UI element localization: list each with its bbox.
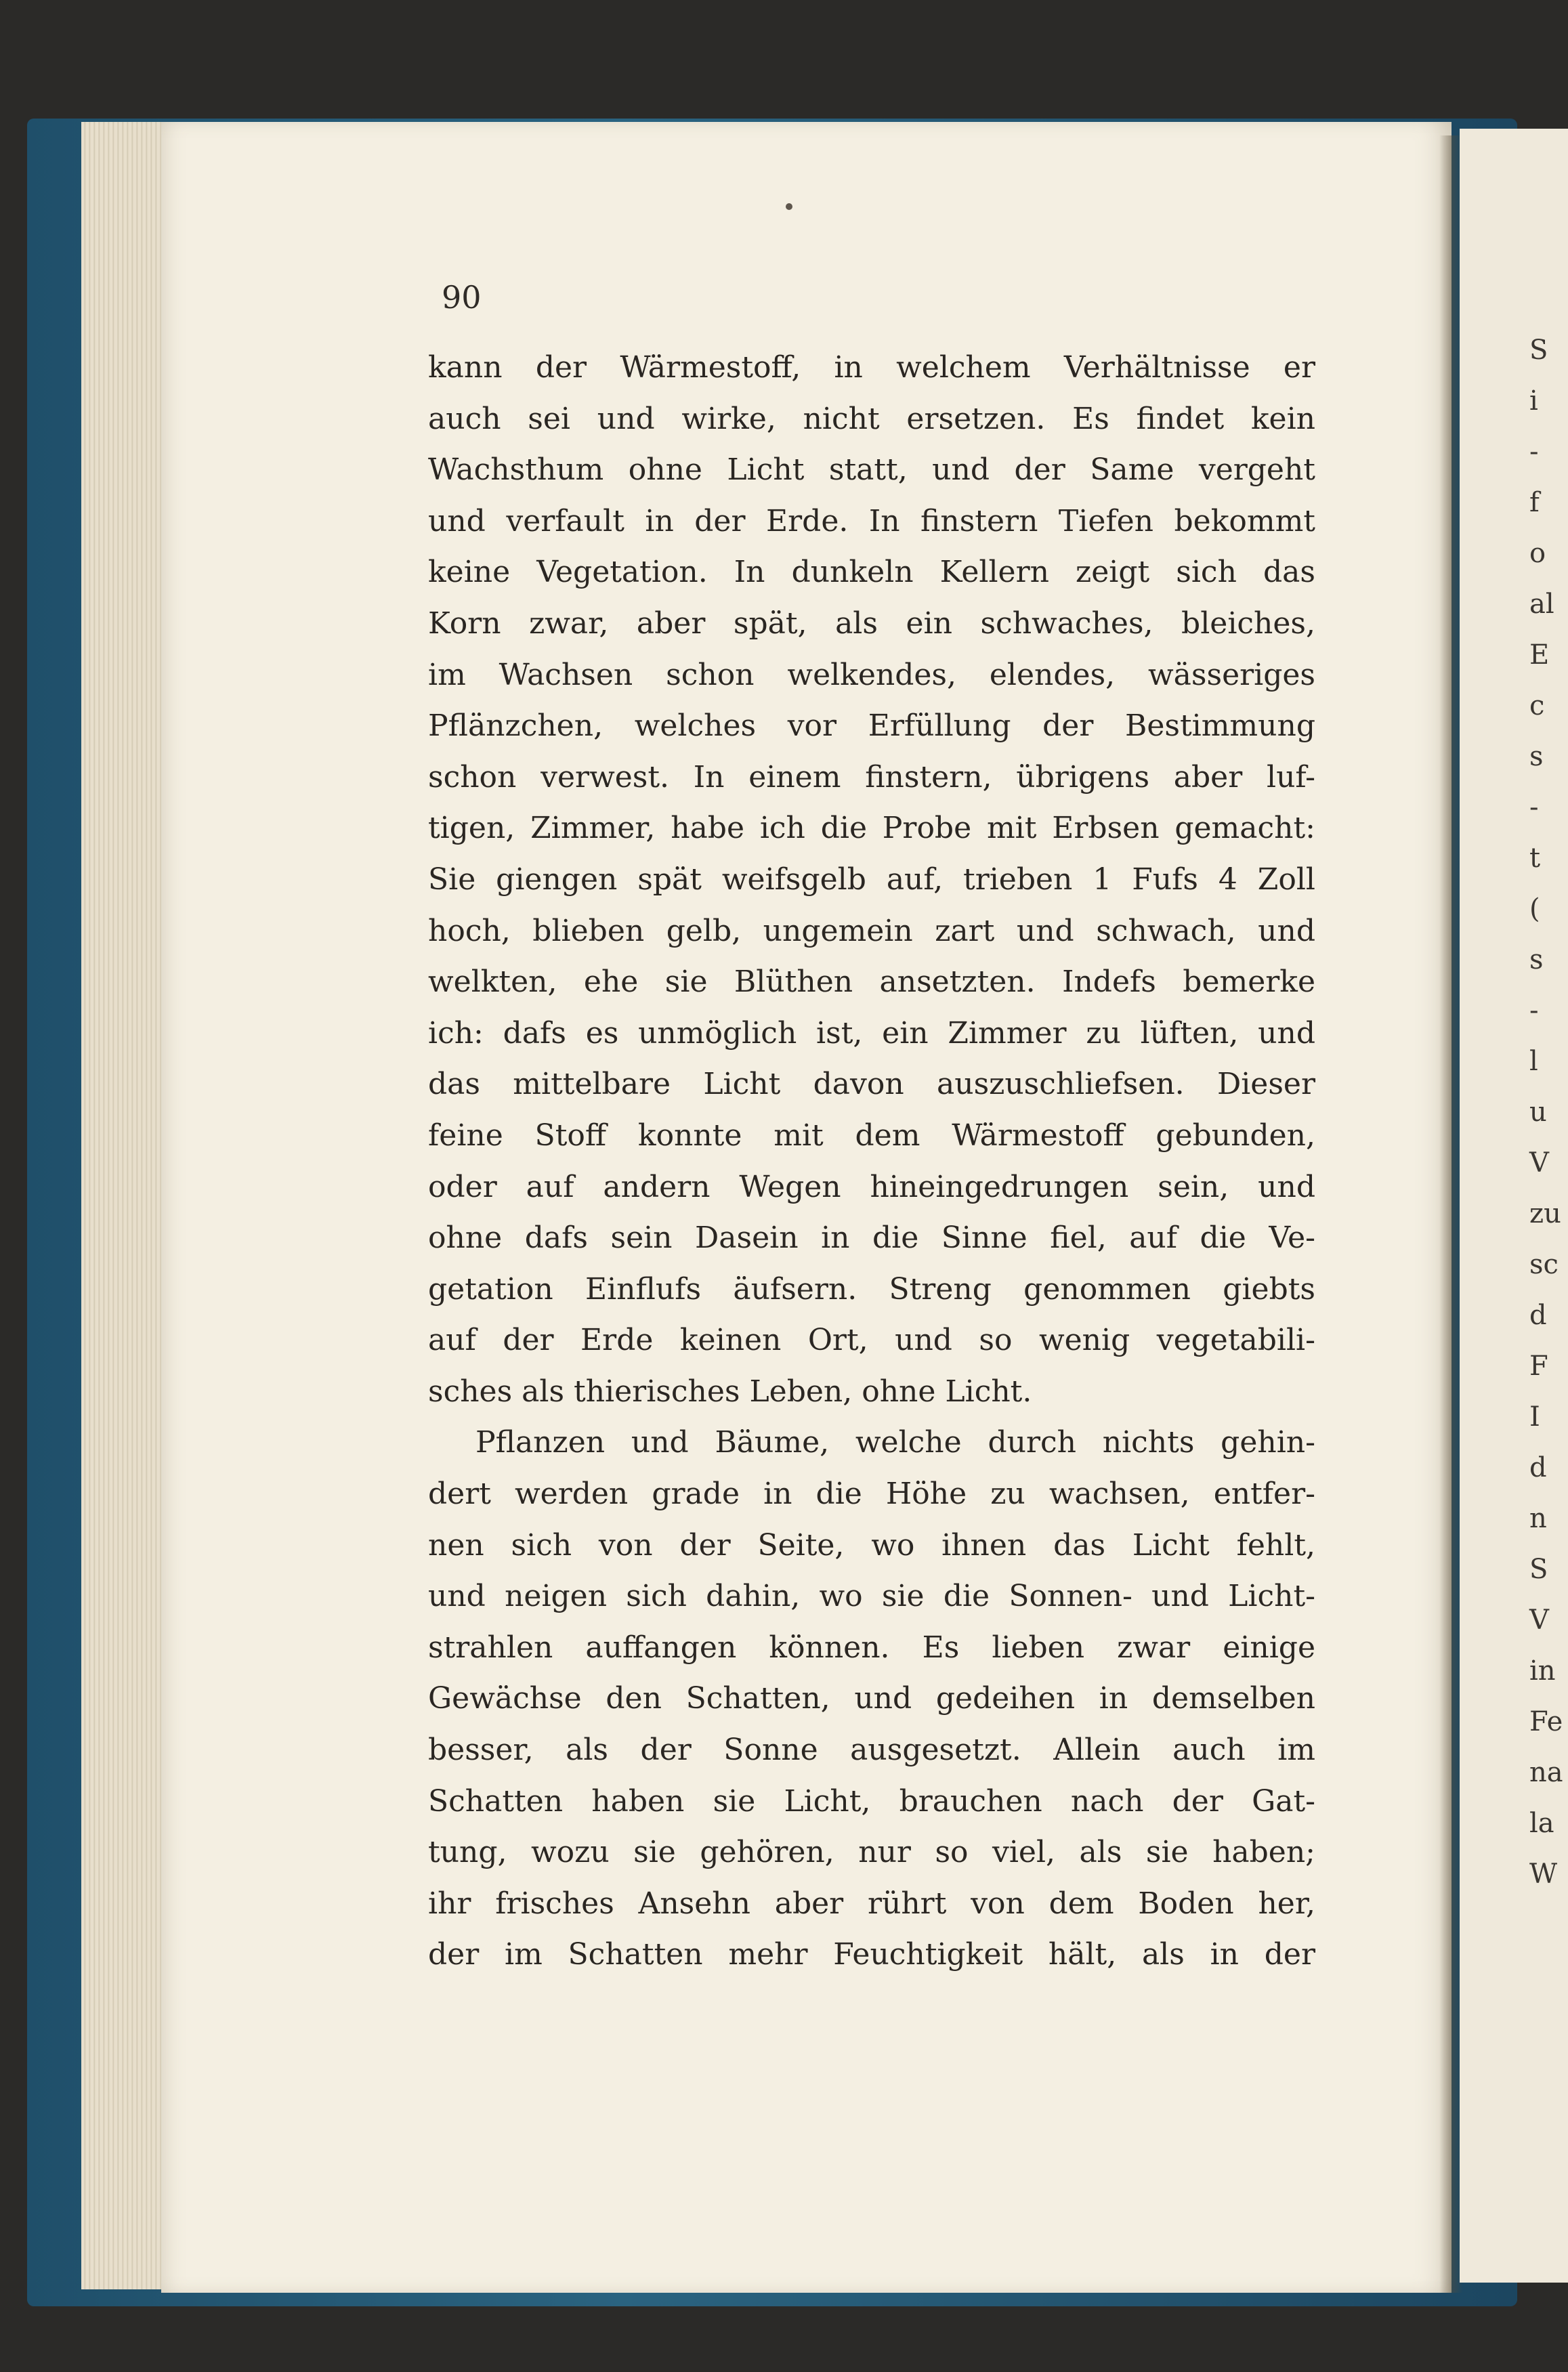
text-line: tigen, Zimmer, habe ich die Probe mit Erbsen gemacht: (428, 811, 1315, 846)
facing-page-fragment: V (1529, 1605, 1549, 1636)
text-line: besser, als der Sonne ausgesetzt. Allein auch im (428, 1733, 1315, 1768)
text-line-paragraph-start: Pflanzen und Bäume, welche durch nichts gehin- (475, 1425, 1315, 1460)
facing-page-fragment: E (1529, 639, 1550, 671)
facing-page-fragment: o (1529, 538, 1546, 569)
facing-page-fragment: zu (1529, 1198, 1561, 1229)
text-line: oder auf andern Wegen hineingedrungen sein, und (428, 1169, 1315, 1204)
page-number: 90 (442, 279, 482, 316)
facing-page-fragment: c (1529, 690, 1545, 721)
text-line: auch sei und wirke, nicht ersetzen. Es findet kein (428, 401, 1315, 436)
facing-page-fragment: ( (1529, 893, 1540, 925)
text-line: welkten, ehe sie Blüthen ansetzten. Indefs bemerke (428, 965, 1315, 1000)
facing-page-fragment: d (1529, 1452, 1547, 1483)
ink-speck (786, 203, 792, 210)
facing-page-fragment: F (1529, 1351, 1548, 1382)
text-line: im Wachsen schon welkendes, elendes, wässeriges (428, 657, 1315, 692)
text-line: Schatten haben sie Licht, brauchen nach der Gat- (428, 1783, 1315, 1819)
text-line: Gewächse den Schatten, und gedeihen in demselben (428, 1681, 1315, 1716)
text-line: ihr frisches Ansehn aber rührt von dem Boden her, (428, 1886, 1315, 1921)
facing-page-fragment: S (1529, 1554, 1548, 1585)
facing-page-fragment: i (1529, 385, 1538, 417)
text-line: ich: dafs es unmöglich ist, ein Zimmer zu lüften, und (428, 1015, 1315, 1051)
text-line: der im Schatten mehr Feuchtigkeit hält, als in der (428, 1937, 1315, 1972)
facing-page-fragment: la (1529, 1808, 1554, 1839)
text-line: das mittelbare Licht davon auszuschliefsen. Dieser (428, 1067, 1315, 1102)
facing-page-fragment: d (1529, 1300, 1547, 1331)
facing-page-fragment: u (1529, 1097, 1547, 1128)
text-line: Pflänzchen, welches vor Erfüllung der Bestimmung (428, 708, 1315, 744)
text-line: und verfault in der Erde. In finstern Tiefen bekommt (428, 503, 1315, 538)
facing-page-fragment: I (1529, 1401, 1540, 1433)
facing-page-fragment: l (1529, 1046, 1538, 1077)
text-line: keine Vegetation. In dunkeln Kellern zeigt sich das (428, 555, 1315, 590)
page-text (428, 342, 1315, 1981)
facing-page-fragment: sc (1529, 1249, 1559, 1280)
text-line: hoch, blieben gelb, ungemein zart und schwach, und (428, 913, 1315, 948)
text-line: und neigen sich dahin, wo sie die Sonnen- und Licht- (428, 1579, 1315, 1614)
facing-page-fragment: al (1529, 589, 1554, 620)
text-line: getation Einflufs äufsern. Streng genommen giebts (428, 1271, 1315, 1307)
text-line-paragraph-end: sches als thierisches Leben, ohne Licht. (428, 1374, 1032, 1409)
text-line: dert werden grade in die Höhe zu wachsen, entfer- (428, 1477, 1315, 1512)
text-line: strahlen auffangen können. Es lieben zwar einige (428, 1630, 1315, 1665)
facing-page-fragment: Fe (1529, 1706, 1563, 1737)
facing-page-fragment: f (1529, 487, 1540, 518)
text-line: schon verwest. In einem finstern, übrigens aber luf- (428, 759, 1315, 795)
facing-page-fragment: na (1529, 1757, 1563, 1788)
facing-page-fragment: s (1529, 944, 1544, 975)
facing-page-fragment: - (1529, 436, 1539, 467)
text-line: auf der Erde keinen Ort, und so wenig vegetabili- (428, 1323, 1315, 1358)
facing-page-fragment: - (1529, 792, 1539, 823)
text-line: tung, wozu sie gehören, nur so viel, als sie haben; (428, 1835, 1315, 1870)
facing-page-text-fragments (1529, 325, 1563, 1890)
text-line: ohne dafs sein Dasein in die Sinne fiel, auf die Ve- (428, 1221, 1315, 1256)
facing-page-fragment: s (1529, 741, 1544, 772)
text-line: Wachsthum ohne Licht statt, und der Same vergeht (428, 452, 1315, 488)
text-line: feine Stoff konnte mit dem Wärmestoff gebunden, (428, 1118, 1315, 1153)
facing-page-fragment: V (1529, 1147, 1549, 1179)
facing-page-fragment: t (1529, 843, 1541, 874)
facing-page-fragment: W (1529, 1859, 1558, 1890)
facing-page-fragment: n (1529, 1503, 1547, 1534)
text-line: Korn zwar, aber spät, als ein schwaches, bleiches, (428, 606, 1315, 641)
text-line: kann der Wärmestoff, in welchem Verhältnisse er (428, 350, 1315, 385)
text-line: nen sich von der Seite, wo ihnen das Licht fehlt, (428, 1527, 1315, 1563)
facing-page-fragment: in (1529, 1655, 1556, 1687)
facing-page-fragment: - (1529, 995, 1539, 1026)
text-line: Sie giengen spät weifsgelb auf, trieben 1 Fufs 4 Zoll (428, 862, 1315, 897)
facing-page-fragment: S (1529, 335, 1548, 366)
